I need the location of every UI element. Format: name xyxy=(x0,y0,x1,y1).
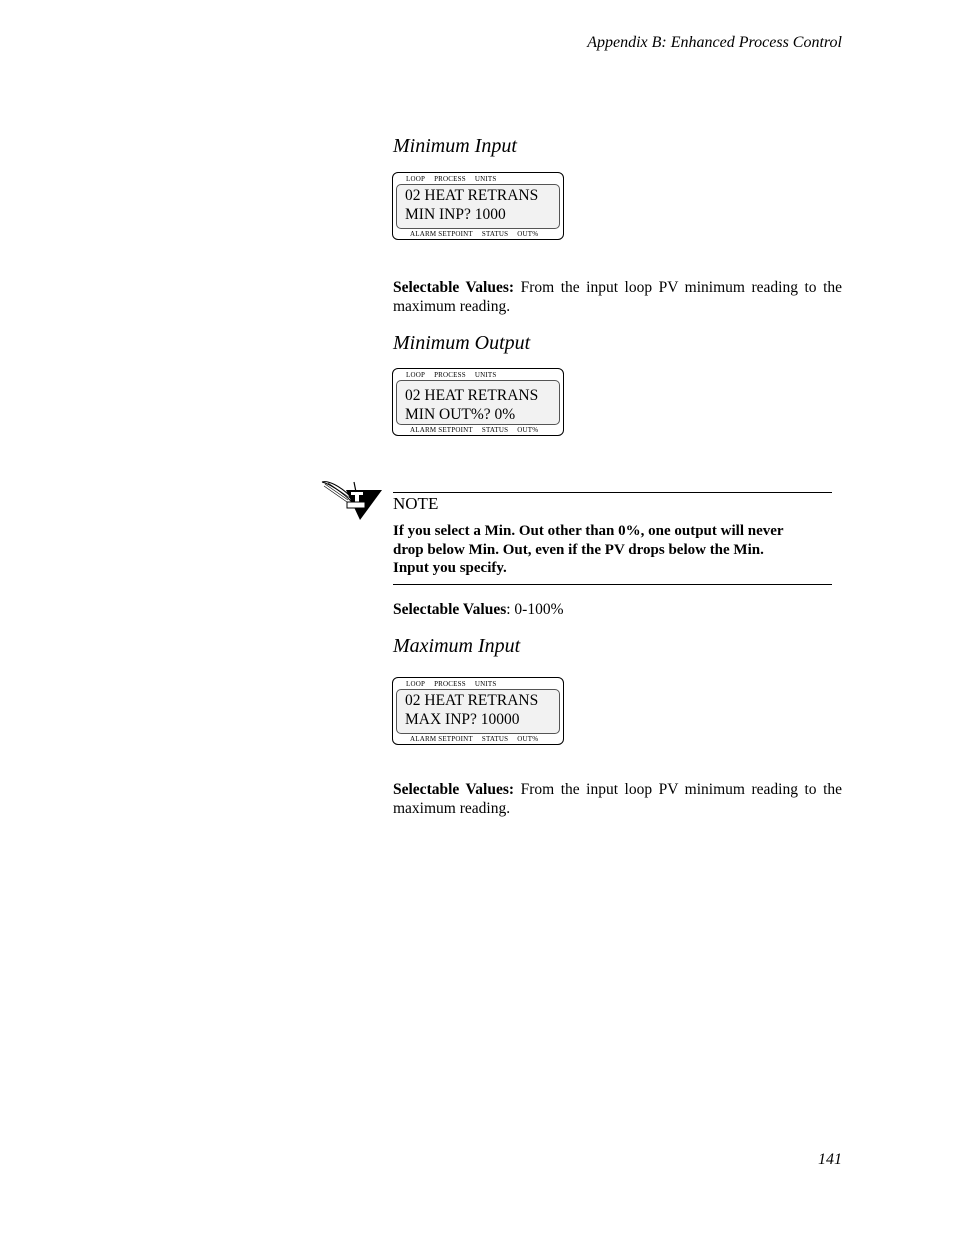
running-head: Appendix B: Enhanced Process Control xyxy=(587,34,842,51)
lcd-line-1: 02 HEAT RETRANS xyxy=(405,187,539,204)
lcd-label-alarm-setpoint: ALARM SETPOINT xyxy=(410,426,473,434)
selectable-values-text: From the input loop PV minimum reading to the maximum reading. xyxy=(393,781,843,817)
selectable-values-minimum-output xyxy=(393,600,842,619)
note-body: If you select a Min. Out other than 0%, one output will never drop below Min. Out, even if the PV drops below the Min. Input you specify. xyxy=(393,523,784,576)
lcd-label-units: UNITS xyxy=(474,175,497,183)
lcd-label-out-percent: OUT% xyxy=(517,735,539,743)
lcd-label-alarm-setpoint: ALARM SETPOINT xyxy=(410,230,473,238)
lcd-display-minimum-output xyxy=(392,368,564,436)
lcd-label-alarm-setpoint: ALARM SETPOINT xyxy=(410,735,473,743)
section-heading-minimum-input: Minimum Input xyxy=(393,135,517,157)
lcd-line-1: 02 HEAT RETRANS xyxy=(405,387,539,404)
lcd-label-units: UNITS xyxy=(474,371,497,379)
lcd-bottom-labels xyxy=(410,230,547,238)
note-top-rule xyxy=(393,492,832,493)
pen-writing-note-icon xyxy=(320,478,384,524)
section-heading-maximum-input: Maximum Input xyxy=(393,635,521,657)
lcd-display-minimum-input xyxy=(392,172,564,240)
lcd-screen xyxy=(396,689,560,734)
lcd-display-maximum-input xyxy=(392,677,564,745)
lcd-line-2: MAX INP? 10000 xyxy=(405,711,520,728)
lcd-bottom-labels xyxy=(410,735,547,743)
selectable-values-text: : 0-100% xyxy=(506,601,564,618)
lcd-label-status: STATUS xyxy=(481,735,509,743)
lcd-top-labels xyxy=(406,175,505,183)
lcd-label-loop: LOOP xyxy=(406,680,426,688)
selectable-values-minimum-input xyxy=(393,278,842,316)
lcd-top-labels xyxy=(406,371,505,379)
lcd-line-2: MIN OUT%? 0% xyxy=(405,406,516,423)
lcd-label-out-percent: OUT% xyxy=(517,426,539,434)
selectable-values-label: Selectable Values xyxy=(393,601,507,618)
lcd-top-labels xyxy=(406,680,505,688)
lcd-label-loop: LOOP xyxy=(406,371,426,379)
selectable-values-maximum-input xyxy=(393,780,842,818)
lcd-label-status: STATUS xyxy=(481,230,509,238)
selectable-values-text: From the input loop PV minimum reading to the maximum reading. xyxy=(393,279,843,315)
lcd-label-process: PROCESS xyxy=(434,371,466,379)
lcd-label-process: PROCESS xyxy=(434,680,466,688)
lcd-line-1: 02 HEAT RETRANS xyxy=(405,692,539,709)
selectable-values-label: Selectable Values: xyxy=(393,781,515,798)
lcd-label-out-percent: OUT% xyxy=(517,230,539,238)
lcd-label-status: STATUS xyxy=(481,426,509,434)
selectable-values-label: Selectable Values: xyxy=(393,279,515,296)
page-number: 141 xyxy=(818,1151,842,1168)
note-title: NOTE xyxy=(393,494,439,513)
note-bottom-rule xyxy=(393,584,832,585)
section-heading-minimum-output: Minimum Output xyxy=(393,332,531,354)
lcd-label-process: PROCESS xyxy=(434,175,466,183)
lcd-line-2: MIN INP? 1000 xyxy=(405,206,506,223)
lcd-screen xyxy=(396,380,560,425)
lcd-label-loop: LOOP xyxy=(406,175,426,183)
lcd-bottom-labels xyxy=(410,426,547,434)
lcd-screen xyxy=(396,184,560,229)
lcd-label-units: UNITS xyxy=(474,680,497,688)
